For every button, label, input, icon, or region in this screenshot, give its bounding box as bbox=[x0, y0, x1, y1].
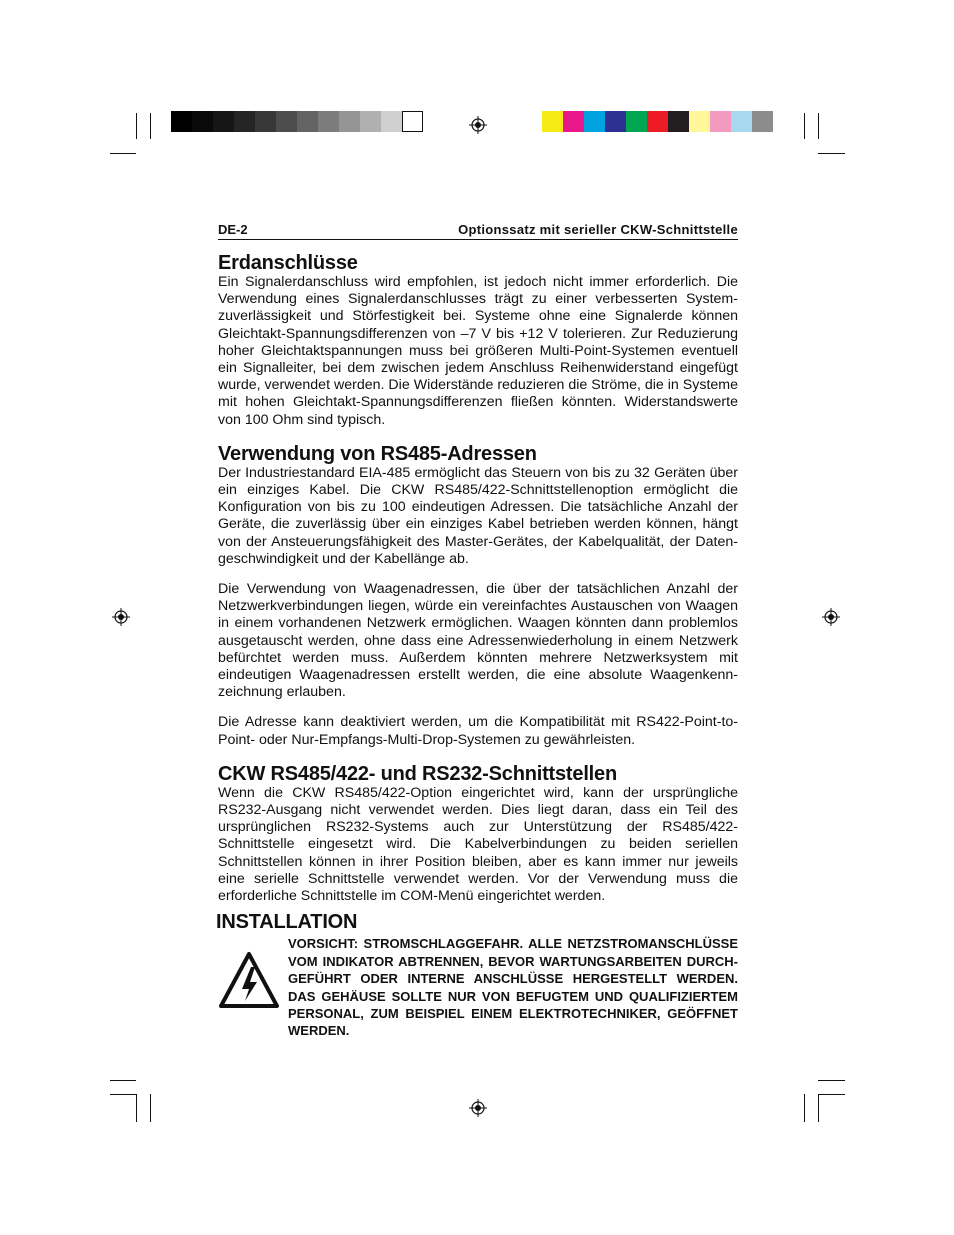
section-heading: Erdanschlüsse bbox=[218, 252, 358, 274]
grayscale-color-bar bbox=[171, 111, 423, 132]
color-swatch bbox=[381, 111, 402, 132]
registration-mark-icon bbox=[469, 116, 487, 134]
electric-shock-warning-icon bbox=[218, 951, 280, 1009]
crop-mark bbox=[110, 1094, 137, 1095]
crop-mark bbox=[150, 113, 151, 139]
paragraph: Der Industriestandard EIA-485 ermöglicht das Steuern von bis zu 32 Geräten über ein einziges Kabel. Die CKW RS485/422-Schnittstellenoption ermöglicht die Konfiguration von bis zu 100 eindeutigen Adressen. Die tatsächliche Anzahl der Geräte, die zuverlässig über ein einziges Kabel betrieben werden können, hängt von der Ansteuerungsfähigkeit des Master-Gerätes, der Kabelqualität, der Datengeschwindigkeit und der Kabellänge ab. bbox=[218, 464, 738, 567]
crop-mark bbox=[136, 1094, 137, 1122]
crop-mark bbox=[804, 113, 805, 139]
color-swatch bbox=[731, 111, 752, 132]
crop-mark bbox=[150, 1094, 151, 1122]
crop-mark bbox=[136, 113, 137, 139]
paragraph: Ein Signalerdanschluss wird empfohlen, ist jedoch nicht immer erforderlich. Die Verwendung eines Signalerdanschlusses trägt zu einer verbesserten Systemzuverlässigkeit und Störfestigkeit bei. Systeme ohne eine Signalerde können Gleichtakt-Spannungsdifferenzen von –7 V bis +12 V tolerieren. Zur Reduzierung hoher Gleichtaktspannungen muss bei größeren Multi-Point-Systemen eventuell ein Signalleiter, bei dem zwischen jedem Anschluss Reihenwiderstand eingefügt wurde, verwendet werden. Die Widerstände reduzieren die Ströme, die in Systeme mit hohen Gleichtakt-Spannungsdifferenzen fließen könnten. Widerstandswerte von 100 Ohm sind typisch. bbox=[218, 274, 738, 428]
crop-mark bbox=[818, 113, 819, 139]
color-swatch bbox=[689, 111, 710, 132]
color-swatch bbox=[752, 111, 773, 132]
crop-mark bbox=[110, 153, 136, 154]
page-content bbox=[218, 222, 738, 1040]
paragraph: Die Verwendung von Waagenadressen, die über der tatsächlichen Anzahl der Netzwerkverbindungen liegen, würde ein vereinfachtes Austauschen von Waagen in einem vorhandenen Netzwerk ermöglichen. Waagen könnten dann problemlos ausgetauscht werden, ohne dass eine Adressenwiederholung in einem Netzwerk befürchtet werden muss. Außerdem könnten mehrere Netzwerksystem mit eindeutigen Waagenadressen erstellt werden, die eine absolute Waagenkennzeichnung erlauben. bbox=[218, 581, 738, 701]
color-swatch bbox=[339, 111, 360, 132]
color-swatch bbox=[318, 111, 339, 132]
color-swatch bbox=[297, 111, 318, 132]
registration-mark-icon bbox=[822, 608, 840, 626]
registration-mark-icon bbox=[469, 1099, 487, 1117]
color-swatch bbox=[626, 111, 647, 132]
crop-mark bbox=[818, 1094, 819, 1122]
color-swatch bbox=[710, 111, 731, 132]
section-installation bbox=[218, 911, 738, 1039]
section-heading: CKW RS485/422- und RS232-Schnittstellen bbox=[218, 762, 617, 785]
color-swatch bbox=[192, 111, 213, 132]
color-swatch bbox=[171, 111, 192, 132]
color-swatch bbox=[402, 111, 423, 132]
warning-block bbox=[218, 935, 738, 1039]
section-erdanschluesse bbox=[218, 252, 738, 429]
warning-text: VORSICHT: STROMSCHLAGGEFAHR. ALLE NETZSTROMANSCHLÜSSE VOM INDIKATOR ABTRENNEN, BEVOR WARTUNGSARBEITEN DURCHGEFÜHRT ODER INTERNE ANSCHLÜSSE HERGESTELLT WERDEN. DAS GEHÄUSE SOLLTE NUR VON BEFUGTEM UND QUALIFIZIERTEM PERSONAL, ZUM BEISPIEL EINEM ELEKTROTECHNIKER, GEÖFFNET WERDEN. bbox=[288, 936, 738, 1039]
color-swatch bbox=[276, 111, 297, 132]
crop-mark bbox=[818, 1094, 845, 1095]
color-swatch bbox=[584, 111, 605, 132]
crop-mark bbox=[818, 153, 845, 154]
crop-mark bbox=[110, 1080, 136, 1081]
page-number: DE-2 bbox=[218, 222, 248, 237]
crop-mark bbox=[804, 1094, 805, 1122]
section-schnittstellen bbox=[218, 763, 738, 905]
color-swatch bbox=[542, 111, 563, 132]
color-swatch bbox=[360, 111, 381, 132]
color-swatch bbox=[563, 111, 584, 132]
color-swatch bbox=[647, 111, 668, 132]
paragraph: Wenn die CKW RS485/422-Option eingerichtet wird, kann der ursprüngliche RS232-Ausgang nicht verwendet werden. Dies liegt daran, dass ein Teil des ursprünglichen RS232-Systems auch zur Unterstützung der RS485/422-Schnittstelle eingesetzt wird. Die Kabelverbindungen zu beiden seriellen Schnittstellen können in ihrer Position bleiben, aber es kann immer nur jeweils eine serielle Schnittstelle verwendet werden. Vor der Verwendung muss die erforderliche Schnittstelle im COM-Menü eingerichtet werden. bbox=[218, 784, 738, 905]
color-swatch bbox=[213, 111, 234, 132]
section-heading: Verwendung von RS485-Adressen bbox=[218, 442, 537, 465]
registration-mark-icon bbox=[112, 608, 130, 626]
color-swatch bbox=[605, 111, 626, 132]
color-swatch bbox=[234, 111, 255, 132]
crop-mark bbox=[818, 1080, 845, 1081]
running-title: Optionssatz mit serieller CKW-Schnittstelle bbox=[458, 222, 738, 237]
color-swatch bbox=[255, 111, 276, 132]
section-rs485-adressen bbox=[218, 443, 738, 749]
section-heading: INSTALLATION bbox=[216, 911, 358, 934]
process-color-bar bbox=[542, 111, 773, 132]
running-header bbox=[218, 222, 738, 240]
color-swatch bbox=[668, 111, 689, 132]
paragraph: Die Adresse kann deaktiviert werden, um die Kompatibilität mit RS422-Point-to-Point- oder Nur-Empfangs-Multi-Drop-Systemen zu gewährleisten. bbox=[218, 714, 738, 748]
